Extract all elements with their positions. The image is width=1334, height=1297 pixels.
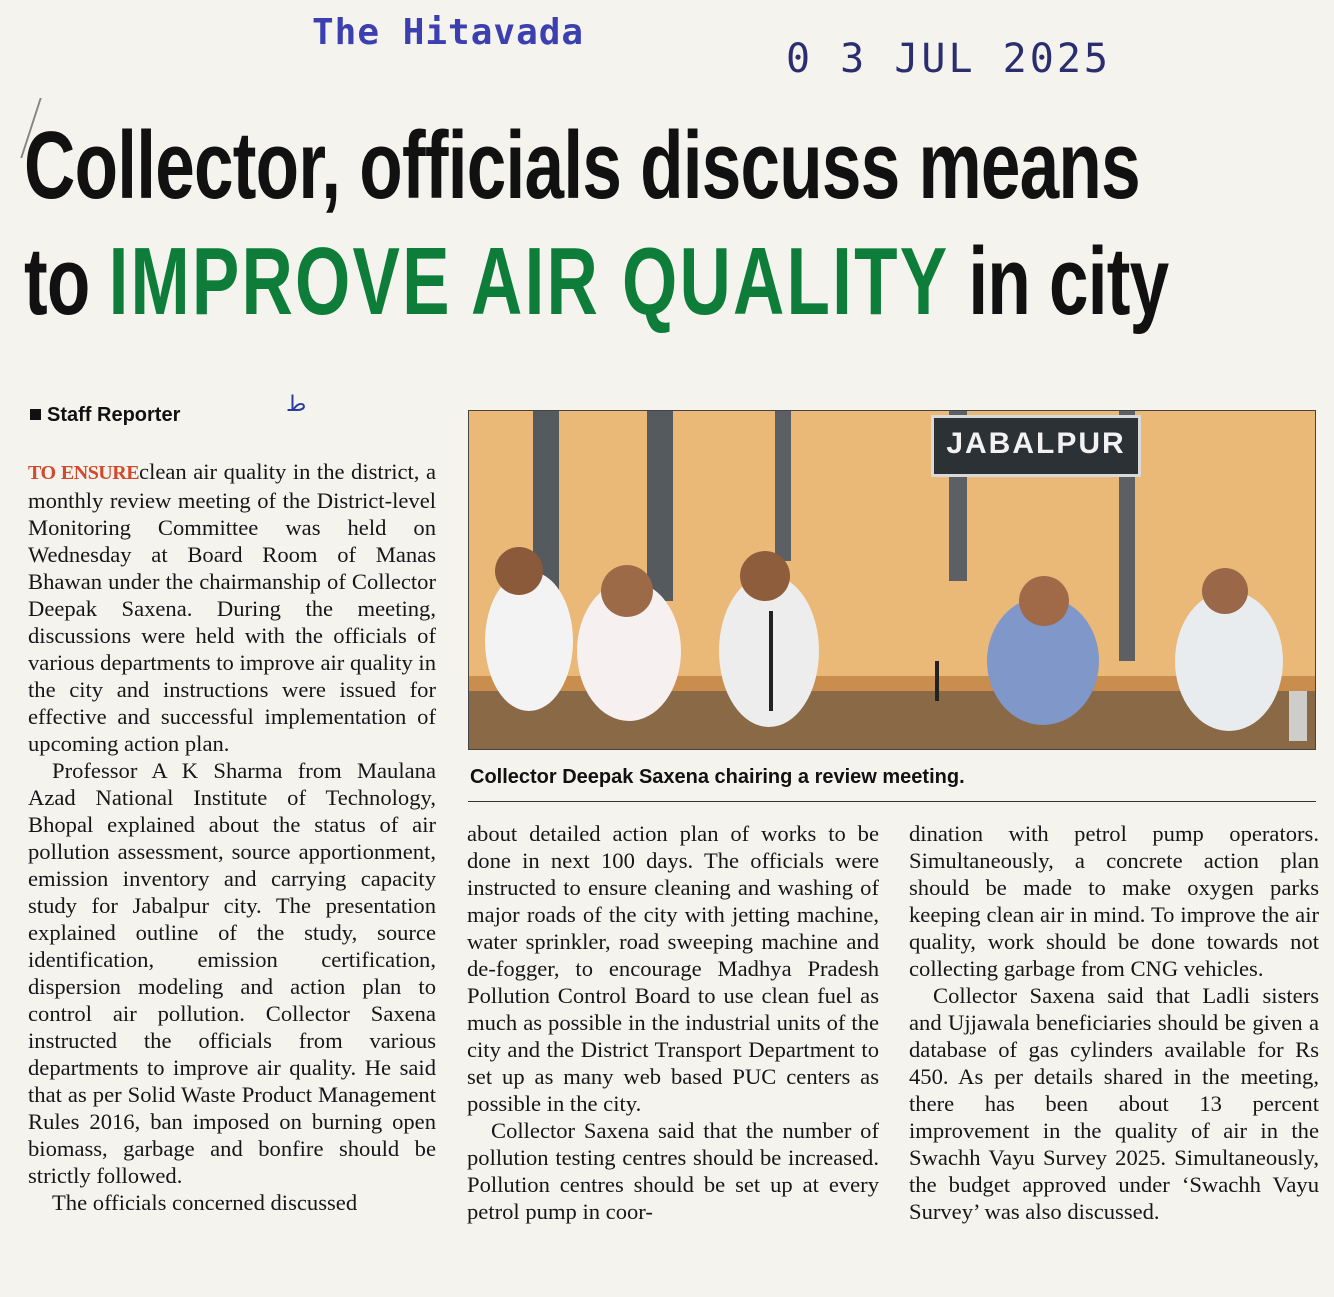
- date-stamp: 0 3 JUL 2025: [786, 36, 1111, 82]
- microphone-icon: [769, 611, 773, 711]
- headline-line-1: Collector, officials discuss means: [24, 112, 1140, 219]
- publication-stamp: The Hitavada: [312, 12, 585, 53]
- person-3-head: [740, 551, 790, 601]
- meeting-photo: [468, 410, 1316, 750]
- handwritten-mark: ط: [286, 392, 307, 417]
- article-paragraph: dination with petrol pump operators. Simultaneously, a concrete action plan should be made to make oxygen parks keeping clean air in mind. To improve the air quality, work should be done towards not collecting garbage from CNG vehicles.: [909, 821, 1319, 981]
- jabalpur-sign: JABALPUR: [931, 415, 1141, 477]
- person-2-head: [601, 565, 653, 617]
- person-5-head: [1202, 568, 1248, 614]
- byline: [30, 404, 180, 427]
- microphone-icon: [935, 661, 939, 701]
- wall-pillar: [775, 411, 791, 561]
- article-paragraph: [28, 458, 436, 757]
- headline-highlight: IMPROVE AIR QUALITY: [108, 228, 950, 335]
- person-4-head: [1019, 576, 1069, 626]
- paragraph-text: clean air quality in the district, a monthly review meeting of the District-level Monitoring Committee was held on Wednesday at Board Room of Manas Bhawan under the chairmanship of Collector Deepak Saxena. During the meeting, discussions were held with the officials of various departments to improve air quality in the city and instructions were issued for effective and successful implementation of upcoming action plan.: [28, 459, 436, 756]
- headline-line-2-post: in city: [968, 228, 1169, 335]
- headline: [24, 108, 1169, 340]
- divider: [468, 801, 1316, 802]
- article-column-3: [909, 820, 1319, 1295]
- lede-text: TO ENSURE: [28, 462, 140, 484]
- byline-text: Staff Reporter: [47, 404, 181, 426]
- article-paragraph: about detailed action plan of works to be done in next 100 days. The officials were instructed to ensure cleaning and washing of major roads of the city with jetting machine, water sprinkler, road sweeping machine and de-fogger, to encourage Madhya Pradesh Pollution Control Board to use clean fuel as much as possible in the industrial units of the city and the District Transport Department to set up as many web based PUC centers as possible in the city.: [467, 821, 879, 1116]
- meeting-photo-illustration: [469, 411, 1315, 749]
- person-1-head: [495, 547, 543, 595]
- article-paragraph: The officials concerned discussed: [52, 1190, 358, 1215]
- article-column-1: [28, 458, 436, 1294]
- article-paragraph: Professor A K Sharma from Maulana Azad National Institute of Technology, Bhopal explained about the status of air pollution assessment, source apportionment, emission inventory and carrying capacity study for Jabalpur city. The presentation explained outline of the study, source identification, emission certification, dispersion modeling and action plan to control air pollution. Collector Saxena instructed the officials from various departments to improve air quality. He said that as per Solid Waste Product Management Rules 2016, ban imposed on burning open biomass, garbage and bonfire should be strictly followed.: [28, 758, 436, 1188]
- headline-line-2-pre: to: [24, 228, 90, 335]
- bullet-square-icon: [30, 409, 41, 420]
- headline-line-2: [24, 224, 1169, 340]
- article-paragraph: Collector Saxena said that Ladli sisters and Ujjawala beneficiaries should be given a database of gas cylinders available for Rs 450. As per details shared in the meeting, there has been about 13 percent improvement in the quality of air in the Swachh Vayu Survey 2025. Simultaneously, the budget approved under ‘Swachh Vayu Survey’ was also discussed.: [909, 983, 1319, 1224]
- water-bottle: [1289, 691, 1307, 741]
- article-paragraph: Collector Saxena said that the number of pollution testing centres should be increased. Pollution centres should be set up at every petrol pump in coor-: [467, 1118, 879, 1224]
- photo-caption: Collector Deepak Saxena chairing a review meeting.: [470, 766, 965, 788]
- article-column-2: [467, 820, 879, 1295]
- wall-pillar: [647, 411, 673, 601]
